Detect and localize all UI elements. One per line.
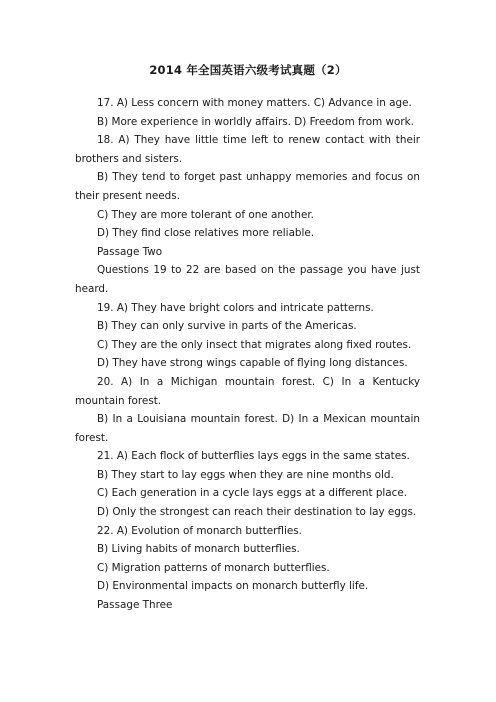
paragraph: 18. A) They have little time left to renew contact with their brothers and sisters. <box>75 134 420 165</box>
paragraph: B) Living habits of monarch butterflies. <box>97 543 300 556</box>
paragraph: 20. A) In a Michigan mountain forest. C) In a Kentucky mountain forest. <box>75 375 420 407</box>
paragraph: C) They are the only insect that migrates along fixed routes. <box>97 338 412 351</box>
document-body <box>75 94 420 615</box>
paragraph: D) Environmental impacts on monarch butterfly life. <box>97 580 369 593</box>
paragraph: D) Only the strongest can reach their destination to lay eggs. <box>97 506 417 519</box>
paragraph: B) They can only survive in parts of the Americas. <box>97 320 357 333</box>
section-heading: Passage Two <box>97 245 163 258</box>
paragraph: 21. A) Each flock of butterflies lays eggs in the same states. <box>97 450 410 463</box>
paragraph: D) They find close relatives more reliable. <box>97 227 315 240</box>
paragraph: C) They are more tolerant of one another. <box>97 208 314 221</box>
paragraph: C) Each generation in a cycle lays eggs at a different place. <box>97 487 408 500</box>
paragraph: B) In a Louisiana mountain forest. D) In a Mexican mountain forest. <box>75 413 420 444</box>
paragraph: 22. A) Evolution of monarch butterflies. <box>97 524 302 537</box>
paragraph: B) More experience in worldly affairs. D) Freedom from work. <box>97 115 414 128</box>
paragraph: D) They have strong wings capable of flying long distances. <box>97 357 408 370</box>
document-title: 2014 年全国英语六级考试真题（2） <box>149 63 347 77</box>
paragraph: B) They tend to forget past unhappy memories and focus on their present needs. <box>75 171 420 202</box>
paragraph: Questions 19 to 22 are based on the passage you have just heard. <box>75 264 420 295</box>
paragraph: B) They start to lay eggs when they are nine months old. <box>97 468 394 481</box>
section-heading: Passage Three <box>97 599 173 612</box>
paragraph: 19. A) They have bright colors and intricate patterns. <box>97 301 374 314</box>
paragraph: C) Migration patterns of monarch butterflies. <box>97 561 330 574</box>
paragraph: 17. A) Less concern with money matters. C) Advance in age. <box>97 97 412 109</box>
